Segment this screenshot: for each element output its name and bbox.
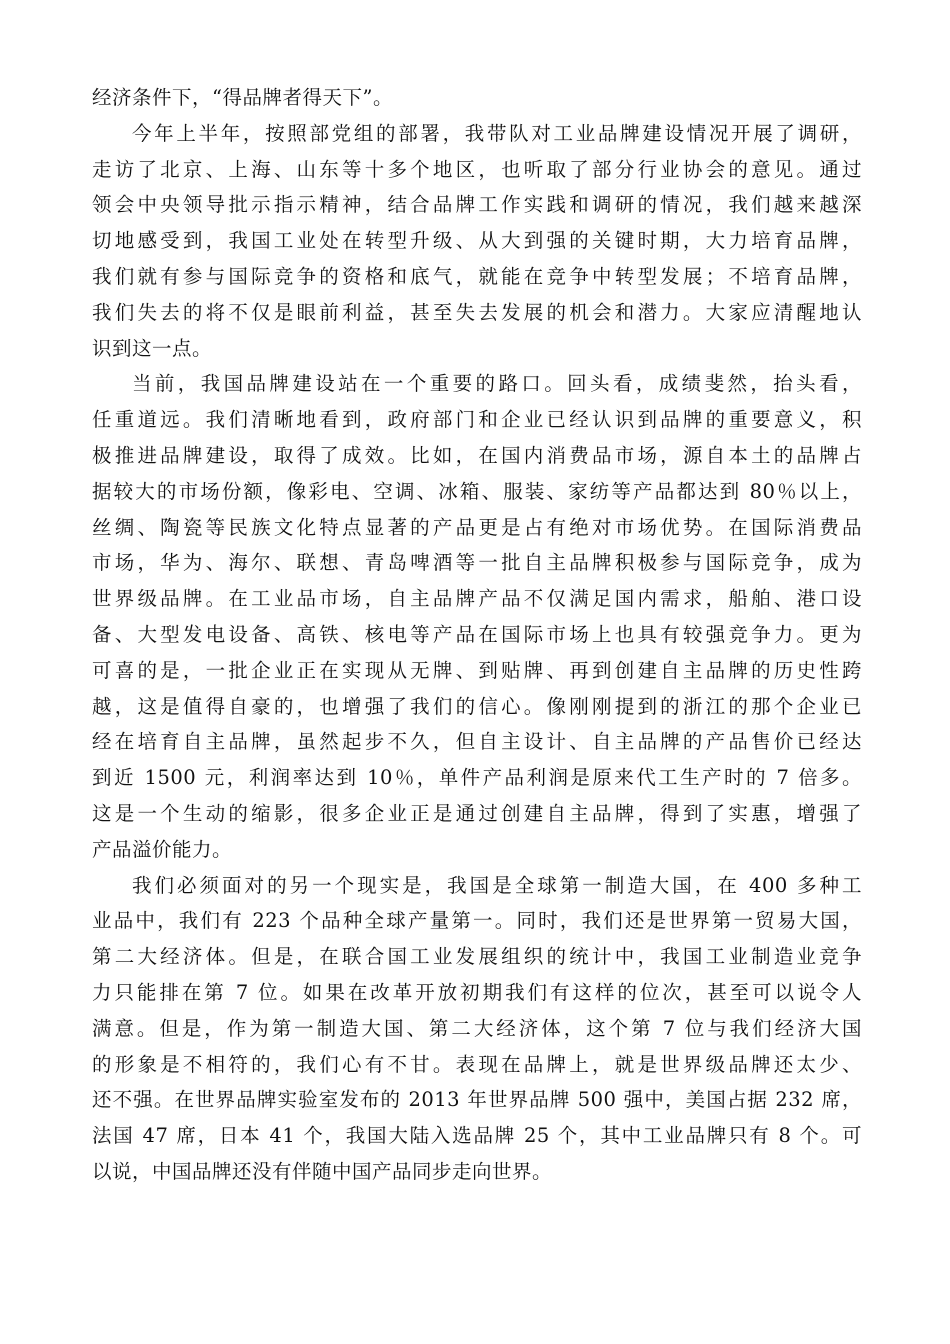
text-line: 领会中央领导批示指示精神，结合品牌工作实践和调研的情况，我们越来越深 [92,193,862,217]
text-line: 经济条件下，“得品牌者得天下”。 [92,86,393,109]
document-body [92,80,862,1190]
text-line: 我们就有参与国际竞争的资格和底气，就能在竞争中转型发展；不培育品牌， [92,264,862,288]
text-line: 第二大经济体。但是，在联合国工业发展组织的统计中，我国工业制造业竞争 [92,945,862,969]
text-line: 经在培育自主品牌，虽然起步不久，但自主设计、自主品牌的产品售价已经达 [92,730,862,754]
text-line: 可喜的是，一批企业正在实现从无牌、到贴牌、再到创建自主品牌的历史性跨 [92,658,862,682]
text-line: 这是一个生动的缩影，很多企业正是通过创建自主品牌，得到了实惠，增强了 [92,801,862,825]
text-line: 我们失去的将不仅是眼前利益，甚至失去发展的机会和潜力。大家应清醒地认 [92,300,862,324]
text-line: 当前，我国品牌建设站在一个重要的路口。回头看，成绩斐然，抬头看， [132,372,862,396]
text-line: 丝绸、陶瓷等民族文化特点显著的产品更是占有绝对市场优势。在国际消费品 [92,515,862,539]
text-line: 还不强。在世界品牌实验室发布的 2013 年世界品牌 500 强中，美国占据 232 席， [92,1088,862,1112]
text-line: 以说，中国品牌还没有伴随中国产品同步走向世界。 [92,1159,553,1183]
text-line: 法国 47 席，日本 41 个，我国大陆入选品牌 25 个，其中工业品牌只有 8 个。可 [92,1124,862,1148]
text-line: 据较大的市场份额，像彩电、空调、冰箱、服装、家纺等产品都达到 80％以上， [92,479,862,503]
text-line: 市场，华为、海尔、联想、青岛啤酒等一批自主品牌积极参与国际竞争，成为 [92,551,862,575]
text-line: 越，这是值得自豪的，也增强了我们的信心。像刚刚提到的浙江的那个企业已 [92,694,862,718]
text-line: 我们必须面对的另一个现实是，我国是全球第一制造大国，在 400 多种工 [132,873,862,897]
text-line: 到近 1500 元，利润率达到 10％，单件产品利润是原来代工生产时的 7 倍多。 [92,766,862,790]
text-line: 切地感受到，我国工业处在转型升级、从大到强的关键时期，大力培育品牌， [92,229,862,253]
text-line: 力只能排在第 7 位。如果在改革开放初期我们有这样的位次，甚至可以说令人 [92,980,862,1004]
text-line: 备、大型发电设备、高铁、核电等产品在国际市场上也具有较强竞争力。更为 [92,622,862,646]
text-line: 业品中，我们有 223 个品种全球产量第一。同时，我们还是世界第一贸易大国， [92,909,862,933]
text-line: 今年上半年，按照部党组的部署，我带队对工业品牌建设情况开展了调研， [132,121,862,145]
text-line: 识到这一点。 [92,336,213,360]
text-line: 的形象是不相符的，我们心有不甘。表现在品牌上，就是世界级品牌还太少、 [92,1052,862,1076]
text-line: 任重道远。我们清晰地看到，政府部门和企业已经认识到品牌的重要意义，积 [92,408,862,432]
text-line: 走访了北京、上海、山东等十多个地区，也听取了部分行业协会的意见。通过 [92,157,862,181]
text-line: 极推进品牌建设，取得了成效。比如，在国内消费品市场，源自本土的品牌占 [92,443,862,467]
text-line: 产品溢价能力。 [92,837,233,861]
text-line: 满意。但是，作为第一制造大国、第二大经济体，这个第 7 位与我们经济大国 [92,1016,862,1040]
text-line: 世界级品牌。在工业品市场，自主品牌产品不仅满足国内需求，船舶、港口设 [92,587,862,611]
